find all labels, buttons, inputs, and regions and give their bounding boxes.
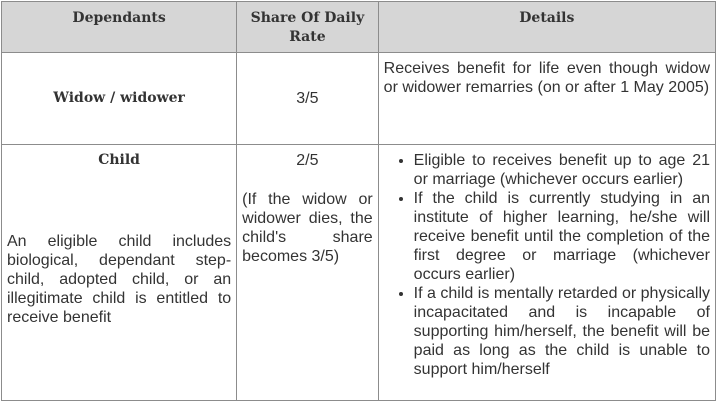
dependant-title: Child: [98, 152, 140, 168]
share-value: 2/5: [296, 152, 319, 169]
list-item: • If a child is mentally retarded or physically incapacitated and is incapable of supporting him/herself, the benefit will be paid as long as the child is unable to support him/herself: [414, 284, 710, 379]
dependant-note: An eligible child includes biological, dependant step-child, adopted child, or an illegitimate child is entitled to receive benefit: [7, 233, 232, 326]
header-dependants: Dependants: [2, 2, 237, 53]
details-cell: [378, 145, 715, 401]
header-share: Share Of Daily Rate: [237, 2, 379, 53]
share-note: (If the widow or widower dies, the child's share becomes 3/5): [242, 191, 373, 265]
table-row: [2, 53, 716, 145]
list-item: • If the child is currently studying in an institute of higher learning, he/she will receive benefit until the completion of the first degree or marriage (whichever occurs earlier): [414, 189, 710, 284]
dependant-cell: Widow / widower: [2, 53, 237, 145]
table-row: [2, 145, 716, 401]
header-row: [2, 2, 716, 53]
share-cell: [237, 145, 379, 401]
list-item: • Eligible to receives benefit up to age 21 or marriage (whichever occurs earlier): [414, 151, 710, 189]
header-details: Details: [378, 2, 715, 53]
benefit-table: [1, 1, 716, 401]
share-cell: 3/5: [237, 53, 379, 145]
dependant-cell: [2, 145, 237, 401]
details-list: [384, 151, 710, 379]
details-cell: Receives benefit for life even though widow or widower remarries (on or after 1 May 2005): [378, 53, 715, 145]
